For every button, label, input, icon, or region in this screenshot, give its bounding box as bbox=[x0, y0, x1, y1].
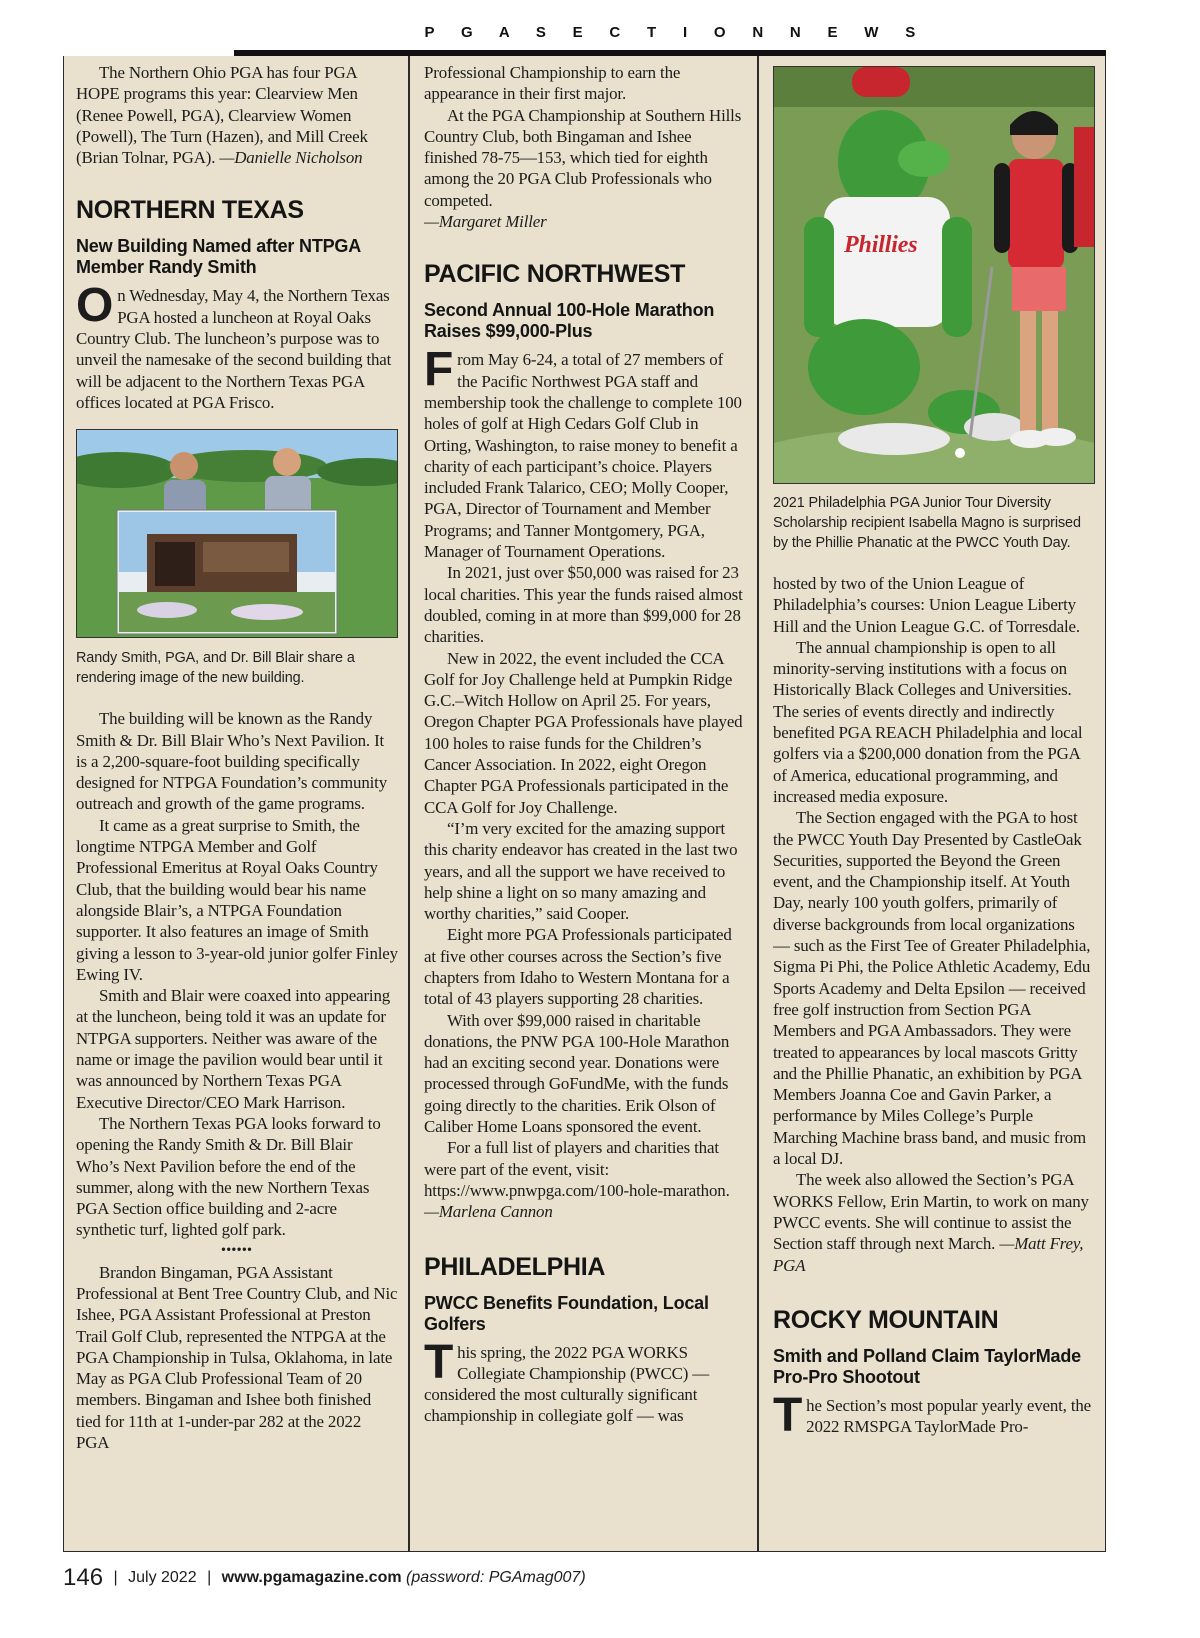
lead-paragraph: On Wednesday, May 4, the Northern Texas PGA hosted a luncheon at Royal Oaks Country Club. The luncheon’s purpose was to unveil the namesake of the second building that will be adjacent to the Northern Texas PGA offices located at PGA Frisco. bbox=[76, 279, 392, 412]
phillie-phanatic-photo bbox=[773, 66, 1095, 484]
paragraph: “I’m very excited for the amazing support this charity endeavor has created in the last two years, and all the support we have received to help shine a light on so many amazing and worthy charities,” said Cooper. bbox=[424, 818, 738, 924]
drop-cap: T bbox=[424, 1335, 454, 1389]
password-note: (password: PGAmag007) bbox=[406, 1569, 586, 1586]
drop-cap: T bbox=[773, 1388, 803, 1442]
paragraph: Eight more PGA Professionals participated at five other courses across the Section’s five chapters from Idaho to Western Montana for a total of 43 players supporting 28 charities. bbox=[424, 925, 732, 1009]
photo-caption: Randy Smith, PGA, and Dr. Bill Blair share a rendering image of the new building. bbox=[76, 650, 355, 687]
paragraph: The week also allowed the Section’s PGA WORKS Fellow, Erin Martin, to work on many PWCC events. She will continue to assist the Section staff through next March. —Matt Frey, PGA bbox=[773, 1170, 1089, 1275]
byline: —Danielle Nicholson bbox=[219, 148, 363, 168]
region-heading: PACIFIC NORTHWEST bbox=[424, 260, 686, 289]
lead-paragraph: This spring, the 2022 PGA WORKS Collegiate Championship (PWCC) — considered the most culturally significant championship in collegiate golf — was bbox=[424, 1335, 709, 1426]
column-divider bbox=[757, 56, 759, 1552]
article-headline: Second Annual 100-Hole Marathon Raises $99,000-Plus bbox=[424, 300, 715, 342]
byline: —Margaret Miller bbox=[424, 212, 547, 232]
paragraph: The annual championship is open to all minority-serving institutions with a focus on Historically Black Colleges and Universities. The series of events directly and indirectly benefited PGA REACH Philadelphia and local golfers via a $200,000 donation from the PGA of America, educational programming, and increased media exposure. bbox=[773, 637, 1083, 806]
byline: —Matt Frey, PGA bbox=[773, 1234, 1084, 1275]
photo-illustration bbox=[77, 430, 398, 638]
column-divider bbox=[408, 56, 410, 1552]
region-heading: ROCKY MOUNTAIN bbox=[773, 1305, 999, 1334]
article-headline: New Building Named after NTPGA Member Randy Smith bbox=[76, 236, 361, 278]
lead-paragraph: From May 6-24, a total of 27 members of the Pacific Northwest PGA staff and membership took the challenge to complete 100 holes of golf at High Cedars Golf Club in Orting, Washington, to raise money to benefit a charity of each participant’s choice. Players included Frank Talarico, CEO; Molly Cooper, PGA, Director of Tournament and Member Programs; and Tanner Montgomery, PGA, Manager of Tournament Operations. bbox=[424, 343, 742, 562]
paragraph: Professional Championship to earn the appearance in their first major. bbox=[424, 63, 681, 104]
column-3 bbox=[773, 62, 1095, 1546]
paragraph: With over $99,000 raised in charitable donations, the PNW PGA 100-Hole Marathon had an exciting second year. Donations were processed through GoFundMe, with the funds going directly to the charities. Erik Olson of Caliber Home Loans sponsored the event. bbox=[424, 1010, 730, 1137]
column-2 bbox=[424, 62, 746, 1546]
photo-caption: 2021 Philadelphia PGA Junior Tour Diversity Scholarship recipient Isabella Magno is surprised by the Phillie Phanatic at the PWCC Youth Day. bbox=[773, 495, 1081, 551]
paragraph: The building will be known as the Randy Smith & Dr. Bill Blair Who’s Next Pavilion. It is a 2,200-square-foot building specifically designed for NTPGA Foundation’s community outreach and growth of the game programs. bbox=[76, 709, 388, 814]
paragraph: In 2021, just over $50,000 was raised for 23 local charities. This year the funds raised almost doubled, coming in at more than $99,000 for 28 charities. bbox=[424, 563, 743, 647]
footer-separator: | bbox=[113, 1569, 118, 1586]
paragraph: It came as a great surprise to Smith, the longtime NTPGA Member and Golf Professional Emeritus at Royal Oaks Country Club, that the building would bear his name alongside Blair’s, a NTPGA Foundation supporter. It also features an image of Smith giving a lesson to 3-year-old junior golfer Finley Ewing IV. bbox=[76, 815, 398, 984]
paragraph: The Section engaged with the PGA to host the PWCC Youth Day Presented by CastleOak Securities, supported the Beyond the Green event, and the Championship itself. At Youth Day, nearly 100 youth golfers, primarily of diverse backgrounds from local organizations — such as the First Tee of Greater Philadelphia, Sigma Pi Phi, the Police Athletic Academy, Edu Sports Academy and Delta Epsilon — received free golf instruction from Section PGA Members and PGA Ambassadors. They were treated to appearances by local mascots Gritty and the Phillie Phanatic, an exhibition by PGA Members Joanna Coe and Gavin Parker, a performance by Miles College’s Purple Marching Machine brass band, and music from a local DJ. bbox=[773, 808, 1091, 1169]
paragraph: Brandon Bingaman, PGA Assistant Professional at Bent Tree Country Club, and Nic Ishee, PGA Assistant Professional at Preston Trail Golf Club, represented the NTPGA at the PGA Championship in Tulsa, Oklahoma, in late May as PGA Club Professional Team of 20 members. Bingaman and Ishee both finished tied for 11th at 1-under-par 282 at the 2022 PGA bbox=[76, 1262, 398, 1453]
lead-paragraph: The Section’s most popular yearly event, the 2022 RMSPGA TaylorMade Pro- bbox=[773, 1388, 1092, 1442]
drop-cap: O bbox=[76, 279, 114, 333]
drop-cap: F bbox=[424, 343, 454, 397]
paragraph: The Northern Ohio PGA has four PGA HOPE programs this year: Clearview Men (Renee Powell, PGA), Clearview Women (Powell), The Turn (Hazen), and Mill Creek (Brian Tolnar, PGA). —Danielle Nicholson bbox=[76, 63, 368, 168]
photo-illustration bbox=[774, 67, 1095, 484]
region-heading: PHILADELPHIA bbox=[424, 1252, 606, 1281]
column-1 bbox=[76, 62, 398, 1546]
svg-text:Phillies: Phillies bbox=[844, 232, 918, 258]
paragraph: Smith and Blair were coaxed into appearing at the luncheon, being told it was an update for NTPGA supporters. Neither was aware of the name or image the pavilion would bear until it was announced by Northern Texas PGA Executive Director/CEO Mark Harrison. bbox=[76, 986, 391, 1112]
footer-separator: | bbox=[207, 1569, 212, 1586]
region-heading: NORTHERN TEXAS bbox=[76, 196, 304, 225]
byline: —Marlena Cannon bbox=[424, 1202, 553, 1222]
paragraph: At the PGA Championship at Southern Hills Country Club, both Bingaman and Ishee finished 78-75—153, which tied for eighth among the 20 PGA Club Professionals who competed. bbox=[424, 105, 742, 210]
article-headline: PWCC Benefits Foundation, Local Golfers bbox=[424, 1292, 709, 1334]
page-number: 146 bbox=[63, 1564, 104, 1591]
issue-date: July 2022 bbox=[128, 1569, 197, 1586]
section-title: P G A S E C T I O N N E W S bbox=[424, 24, 916, 41]
article-headline: Smith and Polland Claim TaylorMade Pro-Pro Shootout bbox=[773, 1345, 1081, 1387]
building-rendering-photo bbox=[76, 429, 398, 638]
section-separator: •••••• bbox=[221, 1241, 253, 1256]
page-footer bbox=[63, 1564, 586, 1594]
paragraph: The Northern Texas PGA looks forward to opening the Randy Smith & Dr. Bill Blair Who’s Next Pavilion before the end of the summer, along with the new Northern Texas PGA Section office building and 2-acre synthetic turf, lighted golf park. bbox=[76, 1113, 381, 1240]
paragraph: For a full list of players and charities that were part of the event, visit: https://www.pnwpga.com/100-hole-marathon. —Marlena Cannon bbox=[424, 1138, 730, 1222]
paragraph: New in 2022, the event included the CCA Golf for Joy Challenge held at Pumpkin Ridge G.C.–Witch Hollow on April 25. For years, Oregon Chapter PGA Professionals have played 100 holes to raise funds for the Children’s Cancer Association. In 2022, eight Oregon Chapter PGA Professionals participated in the CCA Golf for Joy Challenge. bbox=[424, 648, 743, 817]
paragraph: hosted by two of the Union League of Philadelphia’s courses: Union League Liberty Hill and the Union League G.C. of Torresdale. bbox=[773, 574, 1080, 636]
website-link[interactable]: www.pgamagazine.com bbox=[221, 1569, 402, 1586]
